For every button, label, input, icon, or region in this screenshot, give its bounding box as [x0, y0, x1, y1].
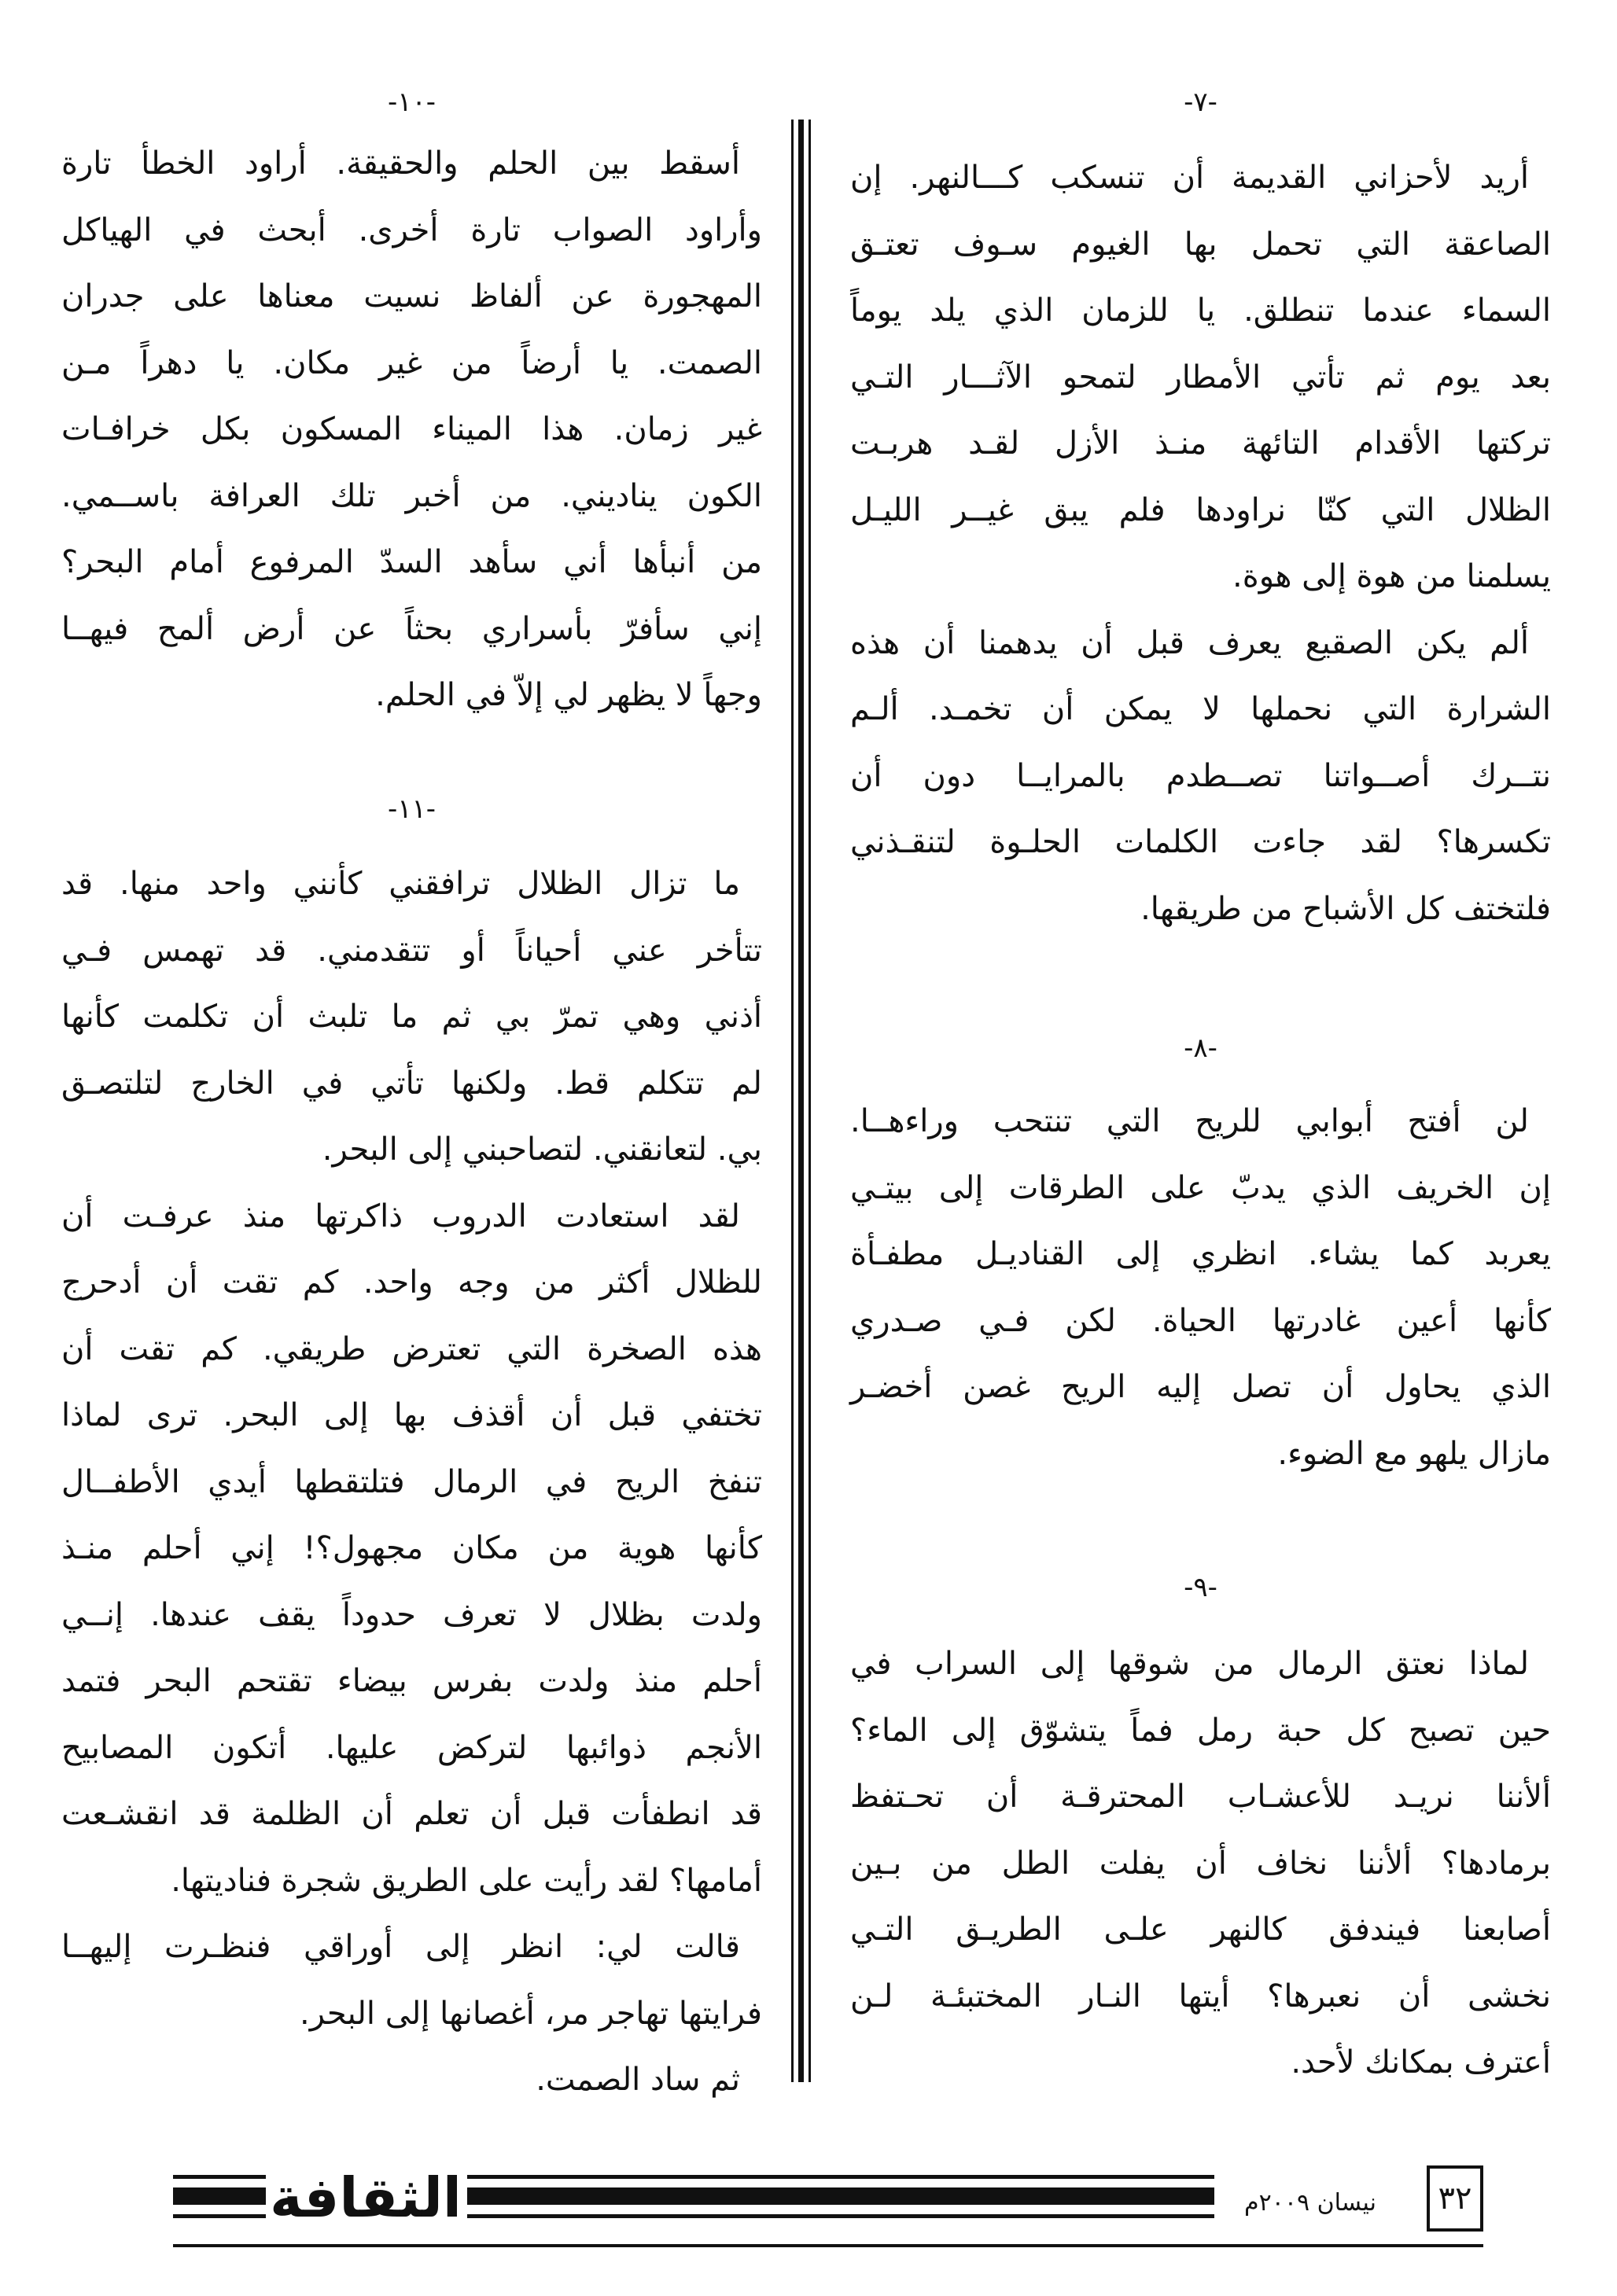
paragraph [61, 851, 762, 1183]
paragraph [61, 131, 762, 729]
text-line: نخشى أن نعبرها؟ أيتها النـار المختبئـة لـن [850, 1978, 1551, 2015]
text-line: بعد يوم ثم تأتي الأمطار لتمحو الآثـــار التـي [850, 359, 1551, 396]
bar-stripe [467, 2175, 1214, 2179]
bar-stripe [173, 2175, 266, 2179]
text-line: فلتختف كل الأشباح من طريقها. [1140, 890, 1551, 927]
text-line: تكسرها؟ لقد جاءت الكلمات الحلـوة لتنقـذني [850, 824, 1551, 860]
logo-text: الثقافة [270, 2165, 462, 2230]
text-line: للظلال أكثر من وجه واحد. كم تقت أن أدحرج [61, 1264, 762, 1301]
paragraph [61, 2047, 762, 2114]
decorative-bar-long [467, 2172, 1214, 2222]
paragraph [850, 1088, 1551, 1487]
text-line: يعربد كما يشاء. انظري إلى القناديـل مطفـأة [850, 1236, 1551, 1272]
section-8-text [850, 1088, 1551, 1487]
text-line: تركتها الأقدام التائهة منـذ الأزل لقـد هربـت [850, 425, 1551, 462]
section-number-7: -٧- [1184, 86, 1217, 118]
paragraph [61, 1183, 762, 1915]
footer-rule [173, 2244, 1483, 2247]
text-line: ما تزال الظلال ترافقني كأنني واحد منها. قد [61, 866, 740, 902]
paragraph [61, 1914, 762, 2047]
text-line: أحلم منذ ولدت بفرس بيضاء تقتحم البحر فتمد [61, 1663, 762, 1699]
section-9-text [850, 1631, 1551, 2096]
text-line: الذي يحاول أن تصل إليه الريح غصن أخضـر [850, 1369, 1551, 1405]
text-line: أريد لأحزاني القديمة أن تنسكب كـــالنهر. إن [850, 160, 1529, 196]
text-line: هذه الصخرة التي تعترض طريقي. كم تقت أن [61, 1330, 762, 1367]
text-line: الصاعقة التي تحمل بها الغيوم سـوف تعتـق [850, 226, 1551, 263]
text-line: كأنها هوية من مكان مجهول؟! إني أحلم منـذ [61, 1530, 762, 1566]
right-column [850, 0, 1551, 2123]
text-line: نتــرك أصــواتنا تصــطدم بالمرايــا دون أن [850, 757, 1551, 794]
text-line: أصابعنا فيندفق كالنهر علـى الطريـق التـي [850, 1911, 1551, 1948]
text-line: الصمت. يا أرضاً من غير مكان. يا دهراً مـن [61, 344, 762, 381]
text-line: ولدت بظلال لا تعرف حدوداً يقف عندها. إنــي [61, 1596, 762, 1633]
divider-thick-line [798, 120, 804, 2082]
section-number-10: -١٠- [387, 86, 436, 118]
text-line: أمامها؟ لقد رأيت على الطريق شجرة فناديتها. [171, 1862, 762, 1899]
text-line: كأنها أعين غادرتها الحياة. لكن فـي صـدري [850, 1302, 1551, 1339]
text-line: أعترف بمكانك لأحد. [1291, 2044, 1551, 2081]
left-column [61, 0, 762, 2123]
text-line: من أنبأها أني سأهد السدّ المرفوع أمام البحر؟ [61, 544, 762, 580]
text-line: وأراود الصواب تارة أخرى. أبحث في الهياكل [61, 212, 762, 248]
text-line: لماذا نعتق الرمال من شوقها إلى السراب في [850, 1646, 1529, 1682]
text-line: غير زمان. هذا الميناء المسكون بكل خرافـات [61, 411, 762, 447]
section-number-9: -٩- [1184, 1572, 1217, 1603]
text-line: أذني وهي تمرّ بي ثم ما تلبث أن تكلمت كأنها [61, 999, 762, 1035]
text-line: لن أفتح أبوابي للريح التي تنتحب وراءهــا. [850, 1103, 1529, 1139]
text-line: أسقط بين الحلم والحقيقة. أراود الخطأ تارة [61, 145, 740, 182]
text-line: إني سأفرّ بأسراري بحثاً عن أرض ألمح فيهــا [61, 610, 762, 647]
issue-date: نيسان ٢٠٠٩م [1244, 2189, 1376, 2217]
text-line: تختفي قبل أن أقذف بها إلى البحر. ترى لماذا [61, 1397, 762, 1433]
text-line: تنفخ الريح في الرمال فتلتقطها أيدي الأطفــال [61, 1463, 762, 1500]
section-10-text [61, 131, 762, 729]
paragraph [850, 610, 1551, 943]
text-line: الظلال التي كنّا نراودها فلم يبق غيــر الليـل [850, 491, 1551, 528]
section-number-8: -٨- [1184, 1032, 1217, 1064]
text-line: برمادها؟ ألأننا نخاف أن يفلت الطل من بـين [850, 1845, 1551, 1882]
section-11-text [61, 851, 762, 2114]
bar-stripe [173, 2214, 266, 2218]
text-line: الشرارة التي نحملها لا يمكن أن تخمـد. ألـم [850, 691, 1551, 727]
paragraph [850, 145, 1551, 610]
text-line: قد انطفأت قبل أن تعلم أن الظلمة قد انقشـعت [61, 1796, 762, 1832]
text-line: يسلمنا من هوة إلى هوة. [1232, 558, 1551, 594]
magazine-logo [269, 2162, 462, 2232]
text-line: مازال يلهو مع الضوء. [1277, 1435, 1551, 1472]
section-7-text [850, 145, 1551, 942]
text-line: لم تتكلم قط. ولكنها تأتي في الخارج لتلتصـق [61, 1065, 762, 1102]
text-line: ألم يكن الصقيع يعرف قبل أن يدهمنا أن هذه [850, 624, 1529, 661]
divider-thin-line [791, 120, 794, 2082]
text-line: وجهاً لا يظهر لي إلاّ في الحلم. [375, 677, 762, 713]
page-number: ٣٢ [1427, 2165, 1483, 2232]
column-divider [791, 120, 812, 2082]
paragraph [850, 1631, 1551, 2096]
text-line: إن الخريف الذي يدبّ على الطرقات إلى بيتـي [850, 1169, 1551, 1206]
text-line: بي. لتعانقني. لتصاحبني إلى البحر. [322, 1131, 762, 1168]
divider-thin-line [808, 120, 811, 2082]
text-line: ألأننا نريـد للأعشـاب المحترقـة أن تحـتفظ [850, 1779, 1551, 1815]
bar-stripe [173, 2187, 266, 2205]
bar-stripe [467, 2214, 1214, 2218]
text-line: تتأخر عني أحياناً أو تتقدمني. قد تهمس فـي [61, 932, 762, 969]
text-line: حين تصبح كل حبة رمل فماً يتشوّق إلى الماء؟ [850, 1712, 1551, 1749]
text-line: ثم ساد الصمت. [536, 2062, 740, 2098]
section-number-11: -١١- [387, 793, 436, 825]
text-line: الكون يناديني. من أخبر تلك العرافة باســمي. [61, 477, 762, 514]
text-line: قالت لي: انظر إلى أوراقي فنظـرت إليهــا [61, 1929, 740, 1965]
text-line: فرايتها تهاجر مر، أغصانها إلى البحر. [300, 1995, 762, 2032]
text-line: الأنجم ذوائبها لتركض عليها. أتكون المصابيح [61, 1729, 762, 1766]
text-line: المهجورة عن ألفاظ نسيت معناها على جدران [61, 278, 762, 315]
text-line: لقد استعادت الدروب ذاكرتها منذ عرفـت أن [61, 1198, 740, 1234]
decorative-bar-left [173, 2172, 266, 2222]
bar-stripe [467, 2187, 1214, 2205]
page-footer [0, 2154, 1617, 2265]
text-line: السماء عندما تنطلق. يا للزمان الذي يلد يوماً [850, 293, 1551, 329]
